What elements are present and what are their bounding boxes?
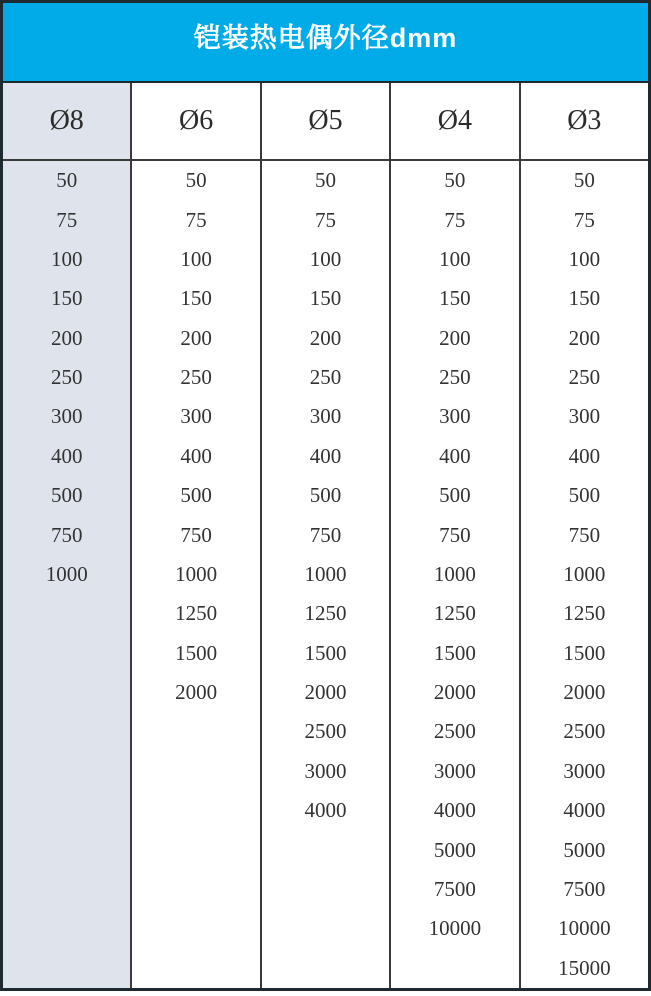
table-header-row xyxy=(3,83,648,161)
length-value-cell: 1000 xyxy=(175,561,218,586)
length-value-cell: 100 xyxy=(50,246,83,271)
length-value-cell: 1500 xyxy=(175,640,218,665)
length-value-cell xyxy=(3,594,130,633)
length-value-cell: 50 xyxy=(56,168,78,193)
length-value-cell: 250 xyxy=(309,365,342,390)
length-value-cell: 1000 xyxy=(433,561,476,586)
length-value-cell: 150 xyxy=(568,286,601,311)
length-value-cell: 500 xyxy=(439,483,471,508)
length-value-cell: 2000 xyxy=(175,680,218,705)
table-body xyxy=(3,161,648,988)
column-o5 xyxy=(262,161,391,988)
length-value-cell: 4000 xyxy=(563,798,606,823)
length-value-cell: 750 xyxy=(50,522,83,547)
column-o3 xyxy=(521,161,648,988)
length-value-cell: 500 xyxy=(568,483,601,508)
length-value-cell: 300 xyxy=(309,404,342,429)
length-value-cell: 500 xyxy=(309,483,342,508)
table-title-band xyxy=(3,3,648,83)
length-value-cell: 1250 xyxy=(433,601,476,626)
length-value-cell xyxy=(132,949,259,988)
length-value-cell: 50 xyxy=(315,168,337,193)
length-value-cell: 150 xyxy=(50,286,83,311)
length-value-cell: 750 xyxy=(180,522,212,547)
length-value-cell: 200 xyxy=(309,325,342,350)
length-value-cell xyxy=(3,870,130,909)
length-value-cell xyxy=(132,830,259,869)
length-value-cell: 1250 xyxy=(563,601,606,626)
length-value-cell: 2500 xyxy=(563,719,606,744)
length-value-cell xyxy=(3,712,130,751)
length-value-cell: 75 xyxy=(315,207,337,232)
length-value-cell: 1500 xyxy=(433,640,476,665)
length-value-cell: 75 xyxy=(444,207,466,232)
length-value-cell: 75 xyxy=(573,207,595,232)
length-value-cell xyxy=(3,791,130,830)
length-value-cell: 200 xyxy=(180,325,212,350)
length-value-cell: 50 xyxy=(573,168,595,193)
length-value-cell xyxy=(3,634,130,673)
length-value-cell: 1250 xyxy=(175,601,218,626)
length-value-cell: 4000 xyxy=(433,798,476,823)
length-value-cell xyxy=(132,870,259,909)
length-value-cell xyxy=(391,949,518,988)
length-value-cell: 250 xyxy=(180,365,212,390)
length-value-cell: 100 xyxy=(309,246,342,271)
length-value-cell xyxy=(262,949,389,988)
length-value-cell: 1250 xyxy=(304,601,347,626)
length-value-cell: 400 xyxy=(568,443,601,468)
length-value-cell: 1000 xyxy=(45,561,88,586)
length-value-cell: 1000 xyxy=(304,561,347,586)
length-value-cell: 750 xyxy=(568,522,601,547)
length-value-cell: 200 xyxy=(439,325,471,350)
column-header-o6: Ø6 xyxy=(132,83,261,159)
length-value-cell: 400 xyxy=(50,443,83,468)
length-value-cell xyxy=(132,909,259,948)
column-o8 xyxy=(3,161,132,988)
length-value-cell: 5000 xyxy=(563,837,606,862)
length-value-cell: 2000 xyxy=(433,680,476,705)
length-value-cell: 3000 xyxy=(304,758,347,783)
length-value-cell xyxy=(132,752,259,791)
length-value-cell xyxy=(3,830,130,869)
length-value-cell: 300 xyxy=(568,404,601,429)
length-value-cell: 300 xyxy=(180,404,212,429)
table-title: 铠装热电偶外径dmm xyxy=(193,22,458,53)
length-value-cell: 100 xyxy=(568,246,601,271)
column-o6 xyxy=(132,161,261,988)
length-value-cell xyxy=(132,791,259,830)
length-value-cell: 2500 xyxy=(304,719,347,744)
length-value-cell: 2000 xyxy=(563,680,606,705)
length-value-cell: 200 xyxy=(568,325,601,350)
length-value-cell: 150 xyxy=(309,286,342,311)
column-header-o5: Ø5 xyxy=(262,83,391,159)
length-value-cell: 150 xyxy=(180,286,212,311)
length-value-cell: 400 xyxy=(180,443,212,468)
length-value-cell: 5000 xyxy=(433,837,476,862)
length-value-cell: 3000 xyxy=(433,758,476,783)
length-value-cell: 250 xyxy=(568,365,601,390)
column-o4 xyxy=(391,161,520,988)
length-value-cell: 300 xyxy=(50,404,83,429)
length-value-cell xyxy=(262,830,389,869)
length-value-cell: 1500 xyxy=(563,640,606,665)
length-value-cell: 1500 xyxy=(304,640,347,665)
length-value-cell: 500 xyxy=(180,483,212,508)
length-value-cell xyxy=(3,909,130,948)
column-header-o8: Ø8 xyxy=(3,83,132,159)
length-value-cell: 2000 xyxy=(304,680,347,705)
length-value-cell: 200 xyxy=(50,325,83,350)
length-value-cell: 150 xyxy=(439,286,471,311)
length-value-cell: 15000 xyxy=(558,955,611,980)
length-value-cell: 75 xyxy=(185,207,207,232)
length-value-cell: 50 xyxy=(444,168,466,193)
length-value-cell: 2500 xyxy=(433,719,476,744)
length-value-cell xyxy=(262,870,389,909)
length-value-cell: 100 xyxy=(180,246,212,271)
length-value-cell: 500 xyxy=(50,483,83,508)
length-value-cell: 400 xyxy=(439,443,471,468)
length-value-cell: 250 xyxy=(439,365,471,390)
length-value-cell: 300 xyxy=(439,404,471,429)
length-value-cell xyxy=(3,673,130,712)
length-value-cell xyxy=(132,712,259,751)
length-value-cell: 7500 xyxy=(563,876,606,901)
length-value-cell: 4000 xyxy=(304,798,347,823)
length-value-cell: 7500 xyxy=(433,876,476,901)
column-header-o3: Ø3 xyxy=(521,83,648,159)
length-value-cell: 250 xyxy=(50,365,83,390)
length-value-cell: 50 xyxy=(185,168,207,193)
length-value-cell xyxy=(262,909,389,948)
length-value-cell: 100 xyxy=(439,246,471,271)
length-value-cell: 1000 xyxy=(563,561,606,586)
length-value-cell: 10000 xyxy=(428,916,482,941)
length-value-cell: 750 xyxy=(439,522,471,547)
length-value-cell xyxy=(3,752,130,791)
column-header-o4: Ø4 xyxy=(391,83,520,159)
length-value-cell: 400 xyxy=(309,443,342,468)
length-value-cell: 10000 xyxy=(558,916,611,941)
length-value-cell: 750 xyxy=(309,522,342,547)
length-value-cell: 3000 xyxy=(563,758,606,783)
length-value-cell xyxy=(3,949,130,988)
length-value-cell: 75 xyxy=(56,207,78,232)
